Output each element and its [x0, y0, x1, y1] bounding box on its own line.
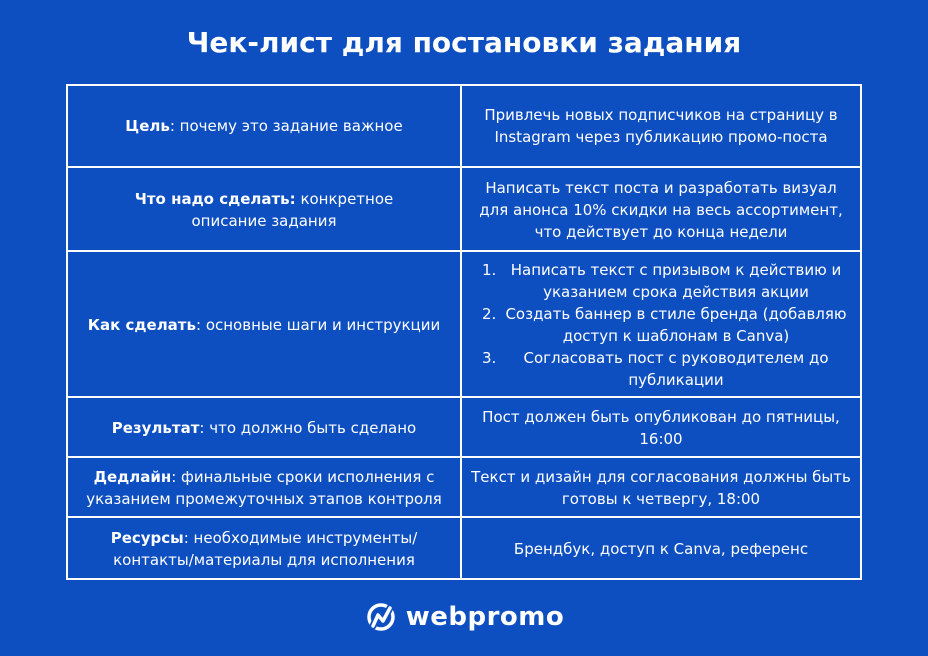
row-label: Что надо сделать:	[134, 190, 296, 208]
row-description: : что должно быть сделано	[199, 419, 417, 437]
row-label-cell	[68, 398, 462, 458]
row-content-cell: Текст и дизайн для согласования должны быть готовы к четвергу, 18:00	[471, 468, 851, 508]
row-label-cell	[68, 86, 462, 166]
row-description: : основные шаги и инструкции	[196, 316, 441, 334]
table-row-goal	[68, 86, 860, 166]
row-content-cell	[462, 252, 860, 398]
row-label: Цель	[125, 117, 170, 135]
list-item: 3. Согласовать пост с руководителем до публикации	[482, 349, 829, 389]
row-content-cell: Написать текст поста и разработать визуал для анонса 10% скидки на весь ассортимент, что действует до конца недели	[479, 179, 843, 241]
row-label: Ресурсы	[110, 529, 184, 547]
checklist-table	[66, 84, 862, 580]
steps-list	[470, 259, 852, 391]
row-label: Как сделать	[87, 316, 196, 334]
row-content-cell: Пост должен быть опубликован до пятницы, 16:00	[482, 408, 840, 448]
logo-text: webpromo	[405, 602, 565, 632]
webpromo-logo-icon	[364, 600, 398, 634]
table-row-result	[68, 396, 860, 458]
row-description: : финальные сроки исполнения с указанием промежуточных этапов контроля	[86, 468, 442, 508]
row-label-cell	[68, 168, 462, 252]
row-description: : необходимые инструменты/ контакты/материалы для исполнения	[113, 529, 418, 569]
table-row-resources	[68, 516, 860, 580]
row-label-cell	[68, 458, 462, 518]
row-label-cell	[68, 252, 462, 398]
row-content-cell: Привлечь новых подписчиков на страницу в Instagram через публикацию промо-поста	[484, 106, 838, 146]
list-item: 2. Создать баннер в стиле бренда (добавляю доступ к шаблонам в Canva)	[482, 305, 847, 345]
table-row-how-to-do	[68, 250, 860, 398]
row-description: : почему это задание важное	[169, 117, 403, 135]
row-content-cell: Брендбук, доступ к Canva, референс	[513, 540, 809, 558]
table-row-deadline	[68, 456, 860, 518]
row-description: конкретное описание задания	[191, 190, 394, 230]
row-label-cell	[68, 518, 462, 580]
row-label: Дедлайн	[93, 468, 172, 486]
table-row-what-to-do	[68, 166, 860, 252]
row-label: Результат	[111, 419, 200, 437]
brand-logo	[0, 600, 928, 634]
list-item: 1. Написать текст с призывом к действию и указанием срока действия акции	[482, 261, 842, 301]
page-title: Чек-лист для постановки задания	[186, 26, 742, 59]
